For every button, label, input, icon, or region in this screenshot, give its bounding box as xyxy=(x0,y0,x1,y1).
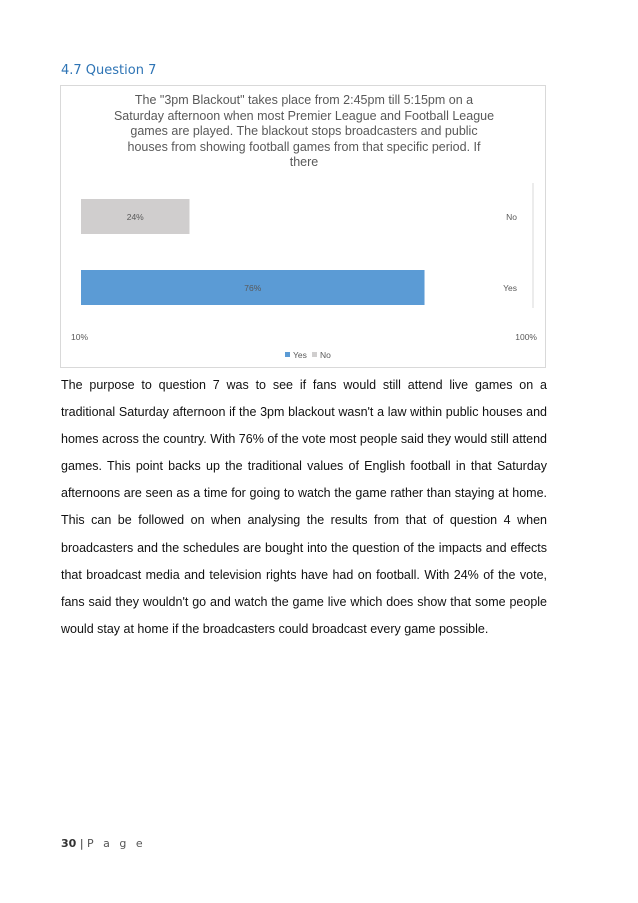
page-number: 30 xyxy=(61,837,77,850)
legend-swatch-yes xyxy=(285,352,290,357)
tick-label-max: 100% xyxy=(515,332,537,342)
page-footer xyxy=(61,837,146,850)
legend-swatch-no xyxy=(312,352,317,357)
category-label-no: No xyxy=(506,212,517,222)
data-label-no: 24% xyxy=(126,212,144,222)
data-label-yes: 76% xyxy=(244,283,262,293)
body-paragraph: The purpose to question 7 was to see if fans would still attend live games on a traditional Saturday afternoon if the 3pm blackout wasn't a law within public houses and homes across the country. With 76% of the vote most people said they would still attend games. This point backs up the traditional values of English football in that Saturday afternoons are seen as a time for going to watch the game rather than staying at home. This can be followed on when analysing the results from that of question 4 when broadcasters and the schedules are bought into the question of the impacts and effects that broadcast media and television rights have had on football. With 24% of the vote, fans said they wouldn't go and watch the game live which does show that some people would stay at home if the broadcasters could broadcast every game possible. xyxy=(61,378,547,636)
chart-title: The "3pm Blackout" takes place from 2:45pm till 5:15pm on a Saturday afternoon when most Premier League and Football League games are played. The blackout stops broadcasters and public houses from showing football games from that specific period. If there xyxy=(113,93,495,170)
footer-separator: | xyxy=(79,837,84,850)
legend-label-no: No xyxy=(320,350,331,360)
bar-chart xyxy=(60,85,546,368)
category-label-yes: Yes xyxy=(503,283,517,293)
section-heading: 4.7 Question 7 xyxy=(61,63,157,78)
tick-label-min: 10% xyxy=(71,332,89,342)
page-label: P a g e xyxy=(87,837,146,850)
chart-plot-area xyxy=(61,86,547,369)
legend-label-yes: Yes xyxy=(293,350,307,360)
